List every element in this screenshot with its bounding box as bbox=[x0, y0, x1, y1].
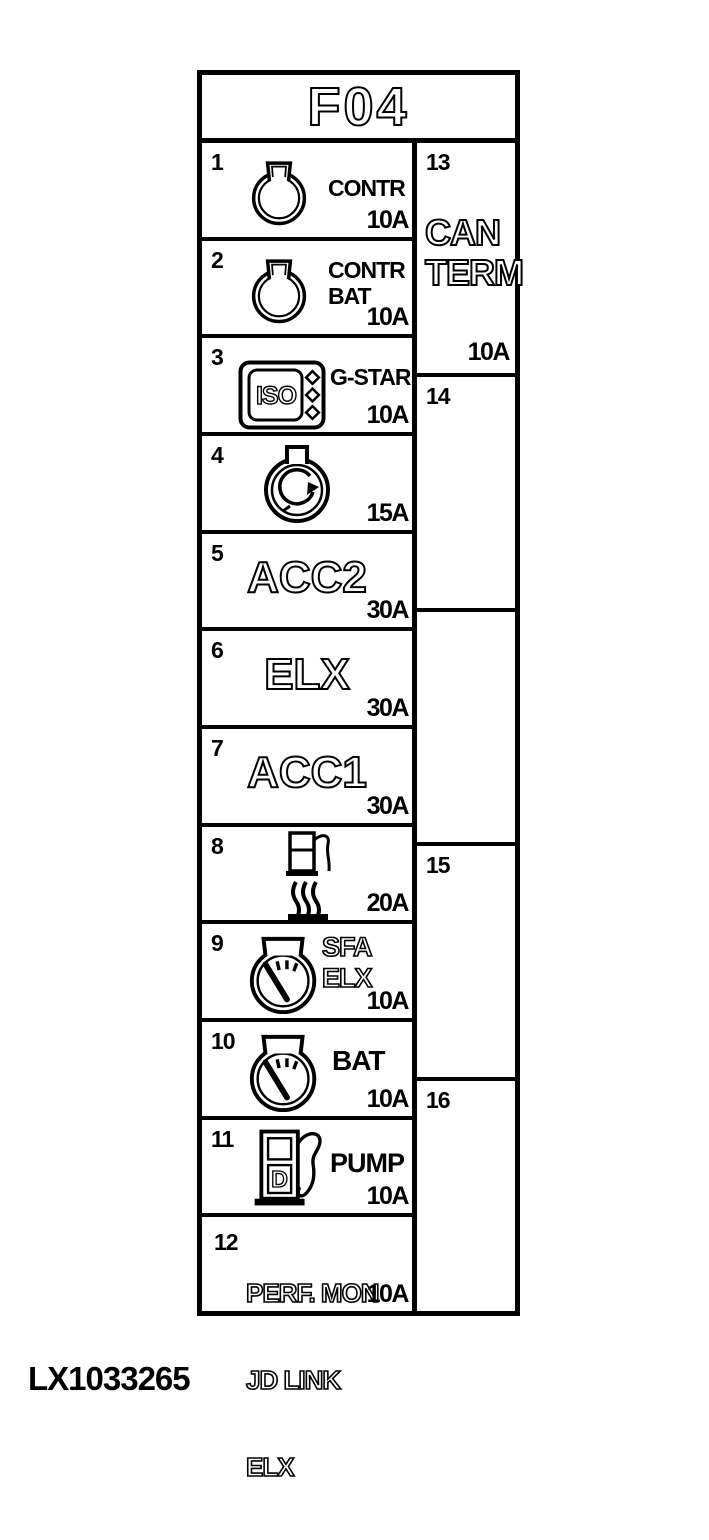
fuse-number: 13 bbox=[426, 149, 450, 175]
fuse-cell-1 bbox=[202, 143, 412, 237]
fuse-label-line: JD LINK bbox=[246, 1365, 341, 1396]
fuse-number: 11 bbox=[211, 1125, 234, 1152]
amp-rating: 30A bbox=[366, 596, 408, 625]
fuel-pump-icon bbox=[246, 1125, 342, 1211]
fuse-label: PUMP bbox=[330, 1147, 405, 1178]
panel-body bbox=[202, 143, 523, 1483]
amp-rating: 10A bbox=[366, 987, 408, 1016]
fuse-number: 7 bbox=[211, 735, 223, 762]
fuse-label bbox=[246, 1221, 379, 1540]
amp-rating: 10A bbox=[366, 1084, 408, 1113]
fuse-label: G-STAR bbox=[330, 364, 411, 391]
rotary-connector-icon bbox=[254, 442, 340, 526]
amp-rating: 10A bbox=[467, 338, 509, 367]
fuse-cell-blank bbox=[417, 608, 515, 842]
fuse-number: 1 bbox=[211, 149, 223, 175]
fuse-big-label bbox=[425, 213, 523, 293]
fuse-label-line: ELX bbox=[246, 1452, 294, 1483]
pump-icon-letter: D bbox=[271, 1165, 288, 1192]
fuse-label-line: CAN bbox=[425, 212, 500, 253]
amp-rating: 10A bbox=[366, 303, 408, 332]
fuel-sender-icon bbox=[240, 934, 330, 1016]
fuse-big-label: ACC1 bbox=[247, 748, 367, 798]
fuse-cell-3 bbox=[202, 334, 412, 432]
amp-rating: 10A bbox=[366, 401, 408, 430]
fuse-number: 5 bbox=[211, 539, 223, 566]
fuse-cell-10 bbox=[202, 1018, 412, 1116]
fuse-number: 4 bbox=[211, 442, 223, 469]
fuse-cell-5 bbox=[202, 530, 412, 628]
fuse-label-line: TERM bbox=[425, 252, 523, 293]
fuse-big-label: ACC2 bbox=[247, 552, 367, 602]
fuse-cell-7 bbox=[202, 725, 412, 823]
fuse-cell-4 bbox=[202, 432, 412, 530]
fuse-label: CONTR bbox=[328, 175, 405, 201]
fuse-number: 14 bbox=[426, 383, 450, 410]
round-connector-icon bbox=[244, 251, 314, 329]
fuse-cell-8 bbox=[202, 823, 412, 921]
image-code-label: LX1033265 bbox=[28, 1360, 190, 1397]
fuse-number: 12 bbox=[214, 1229, 238, 1256]
iso-terminal-icon bbox=[238, 360, 326, 430]
round-connector-icon bbox=[244, 153, 314, 231]
fuse-box-table bbox=[197, 70, 523, 1483]
fuse-label: BAT bbox=[332, 1045, 385, 1077]
amp-rating: 10A bbox=[366, 1280, 408, 1309]
iso-icon-text: ISO bbox=[255, 382, 297, 411]
fuse-cell-6 bbox=[202, 627, 412, 725]
fuse-label-line: CONTR bbox=[328, 256, 405, 283]
fuse-number: 10 bbox=[211, 1028, 235, 1055]
panel-title: F04 bbox=[307, 76, 410, 137]
fuse-label-line: ELX bbox=[322, 963, 372, 994]
fuse-number: 3 bbox=[211, 344, 223, 371]
fuse-cell-16 bbox=[417, 1077, 515, 1311]
fuse-cell-14 bbox=[417, 373, 515, 607]
fuse-cell-15 bbox=[417, 842, 515, 1076]
amp-rating: 30A bbox=[366, 694, 408, 723]
fuse-number: 15 bbox=[426, 852, 450, 879]
fuse-cell-9 bbox=[202, 920, 412, 1018]
fuse-number: 8 bbox=[211, 832, 223, 859]
fuel-heater-icon bbox=[278, 830, 342, 922]
fuse-label bbox=[328, 257, 405, 309]
fuse-label-line: SFA bbox=[322, 932, 372, 963]
amp-rating: 20A bbox=[366, 889, 408, 918]
panel-title-row bbox=[202, 75, 515, 143]
fuse-label-line: PERF. MON bbox=[246, 1278, 379, 1309]
amp-rating: 30A bbox=[366, 791, 408, 820]
amp-rating: 10A bbox=[366, 205, 408, 234]
fuel-sender-icon bbox=[240, 1032, 330, 1114]
amp-rating: 15A bbox=[366, 498, 408, 527]
fuse-column-left bbox=[202, 143, 417, 1483]
fuse-big-label: ELX bbox=[264, 650, 350, 700]
fuse-number: 2 bbox=[211, 246, 223, 273]
fuse-column-right bbox=[417, 143, 523, 1311]
fuse-number: 16 bbox=[426, 1086, 450, 1113]
fuse-label bbox=[322, 932, 372, 994]
fuse-number: 6 bbox=[211, 637, 223, 664]
amp-rating: 10A bbox=[366, 1182, 408, 1211]
fuse-label-line: BAT bbox=[328, 282, 371, 309]
fuse-cell-11 bbox=[202, 1116, 412, 1214]
fuse-cell-13 bbox=[417, 143, 523, 373]
fuse-cell-12 bbox=[202, 1213, 412, 1483]
fuse-number: 9 bbox=[211, 930, 223, 957]
fuse-cell-2 bbox=[202, 237, 412, 335]
